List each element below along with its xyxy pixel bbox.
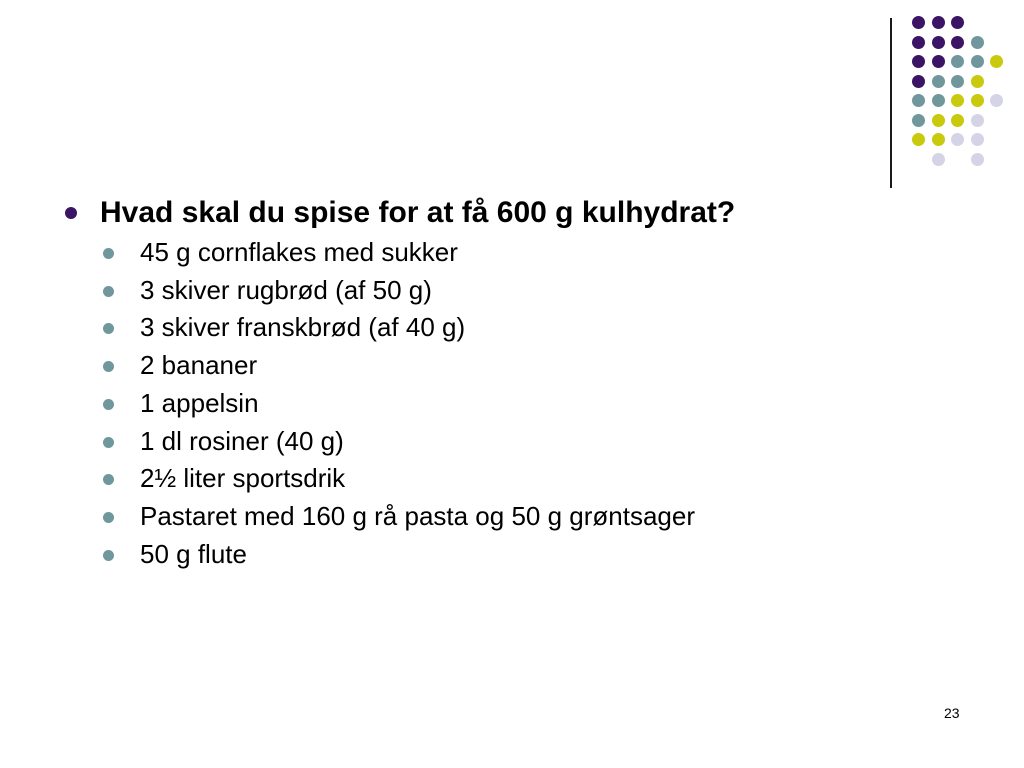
sub-bullet-item [100,385,735,423]
decorative-dot [912,55,925,68]
sub-bullet-text: 3 skiver franskbrød (af 40 g) [140,312,466,343]
decorative-dot [951,55,964,68]
decorative-dot [971,114,984,127]
decorative-dot [932,16,945,29]
sub-bullet-item [100,272,735,310]
sub-bullet-text: 1 appelsin [140,387,259,418]
sub-bullet-icon [103,512,114,523]
decorative-dot [951,16,964,29]
decorative-dot [932,36,945,49]
sub-bullet-item [100,536,735,574]
sub-bullet-text: Pastaret med 160 g rå pasta og 50 g grøntsager [140,500,696,531]
decorative-dot [932,55,945,68]
sub-bullet-icon [103,550,114,561]
sub-bullet-icon [103,323,114,334]
sub-bullet-item [100,234,735,272]
decorative-dot [932,75,945,88]
sub-bullet-text: 50 g flute [140,538,247,569]
sub-bullet-item [100,423,735,461]
slide-title: Hvad skal du spise for at få 600 g kulhydrat? [100,196,736,229]
main-bullet-list [60,192,735,573]
slide-number: 23 [944,705,960,721]
decorative-dot [932,153,945,166]
decorative-dot [912,114,925,127]
sub-bullet-icon [103,248,114,259]
sub-bullet-icon [103,361,114,372]
sub-bullet-icon [103,399,114,410]
sub-bullet-item [100,347,735,385]
sub-bullet-item [100,498,735,536]
decorative-dot [932,94,945,107]
dot-grid-icon [0,0,1024,200]
decorative-dot [932,114,945,127]
sub-bullet-icon [103,286,114,297]
main-bullet-icon [65,207,77,219]
sub-bullet-icon [103,474,114,485]
sub-bullet-text: 2 bananer [140,350,258,381]
main-bullet-item [60,192,735,573]
decorative-dot [951,114,964,127]
decorative-dot [912,133,925,146]
decorative-dot [912,16,925,29]
sub-bullet-item [100,460,735,498]
decorative-dot [990,55,1003,68]
decorative-dot [951,94,964,107]
decorative-dot [990,94,1003,107]
sub-bullet-list [100,234,735,573]
decorative-dot [971,55,984,68]
decorative-dot [951,36,964,49]
vertical-divider [890,18,892,188]
decorative-dot [971,94,984,107]
sub-bullet-item [100,309,735,347]
sub-bullet-icon [103,437,114,448]
decorative-dot [951,75,964,88]
sub-bullet-text: 1 dl rosiner (40 g) [140,425,344,456]
decorative-dot [971,133,984,146]
sub-bullet-text: 2½ liter sportsdrik [140,463,346,494]
decorative-dot [971,75,984,88]
decorative-dot [912,75,925,88]
decorative-dot [912,94,925,107]
decorative-dot [932,133,945,146]
decorative-dot [951,133,964,146]
decorative-dot [971,153,984,166]
decorative-dot [912,36,925,49]
decorative-dot [971,36,984,49]
sub-bullet-text: 45 g cornflakes med sukker [140,237,458,267]
sub-bullet-text: 3 skiver rugbrød (af 50 g) [140,274,432,305]
